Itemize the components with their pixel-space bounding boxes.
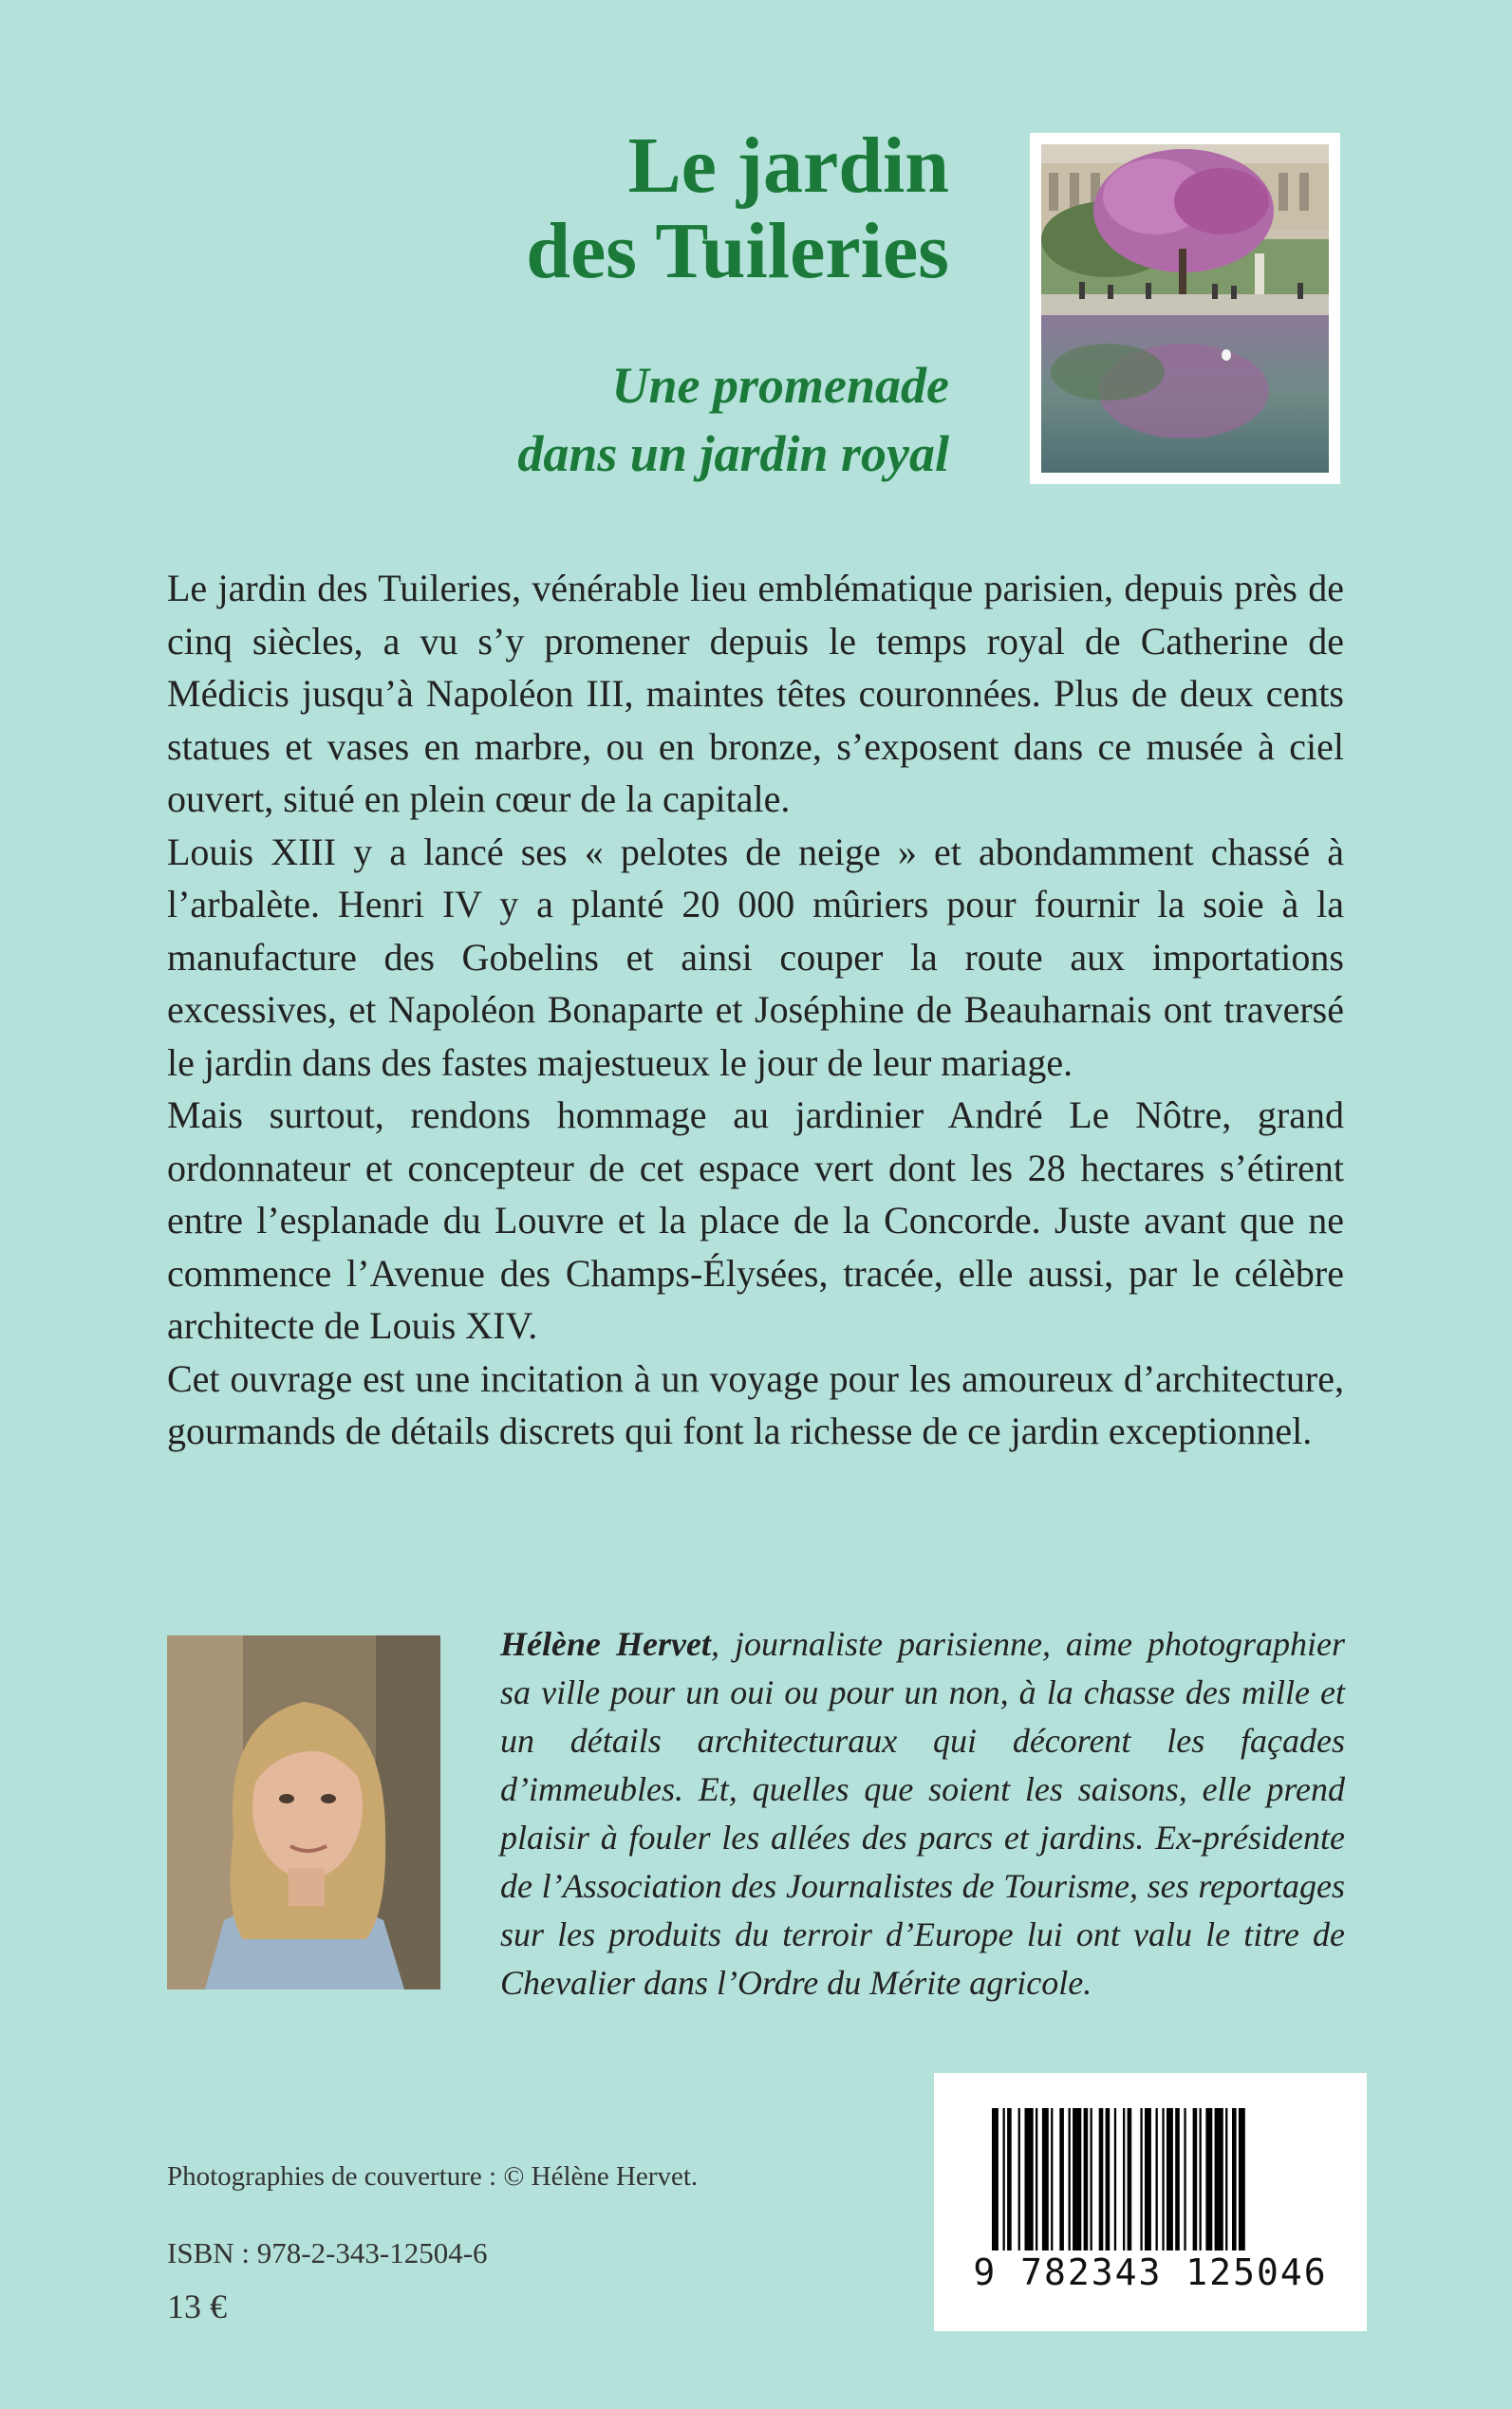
barcode-bar — [1167, 2108, 1173, 2250]
barcode-bar — [1036, 2108, 1037, 2250]
blurb-paragraph-1: Le jardin des Tuileries, vénérable lieu emblématique parisien, depuis près de cinq siècles, a vu s’y promener depuis le temps royal de Catherine de Médicis jusqu’à Napoléon III, maintes têtes couronnées. Plus de deux cents statues et vases en marbre, ou en bronze, s’exposent dans ce musée à ciel ouvert, situé en plein cœur de la capitale. — [167, 567, 1344, 820]
barcode-bar — [1084, 2108, 1089, 2250]
author-bio-text: , journaliste parisienne, aime photographier sa ville pour un oui ou pour un non, à la chasse des mille et un détails architecturaux qui décorent les façades d’immeubles. Et, quelles que soient les saisons, elle prend plaisir à fouler les allées des parcs et jardins. Ex-présidente de l’Association des Journalistes de Tourisme, ses reportages sur les produits du terroir d’Europe lui ont valu le titre de Chevalier dans l’Ordre du Mérite agricole. — [500, 1625, 1345, 2002]
barcode-bar — [1007, 2108, 1012, 2250]
barcode-bar — [1239, 2108, 1245, 2250]
barcode-bar — [1215, 2108, 1223, 2250]
cover-photo — [1030, 133, 1340, 484]
barcode-bar — [1193, 2108, 1198, 2250]
barcode-bar — [1205, 2108, 1212, 2250]
barcode-bar — [1225, 2108, 1227, 2250]
blurb-paragraph-2: Louis XIII y a lancé ses « pelotes de neige » et abondamment chassé à l’arbalète. Henri IV y a planté 20 000 mûriers pour fournir la soie à la manufacture des Gobelins et ainsi couper la route aux importations excessives, et Napoléon Bonaparte et Joséphine de Beauharnais ont traversé le jardin dans des fastes majestueux le jour de leur mariage. — [167, 830, 1344, 1084]
barcode-bar — [1184, 2108, 1185, 2250]
barcode-digits: 9 782343 125046 — [973, 2251, 1328, 2293]
blurb-paragraph-4: Cet ouvrage est une incitation à un voyage pour les amoureux d’architecture, gourmands de détails discrets qui font la richesse de ce jardin exceptionnel. — [167, 1356, 1344, 1452]
title-line-1: Le jardin — [627, 121, 949, 210]
barcode-bar — [1114, 2108, 1116, 2250]
author-bio — [500, 1620, 1345, 2008]
author-portrait-illustration — [167, 1635, 440, 1989]
barcode-bar — [1140, 2108, 1142, 2250]
back-cover-blurb — [167, 562, 1344, 1458]
barcode-bar — [1042, 2108, 1049, 2250]
barcode-bar — [1051, 2108, 1053, 2250]
subtitle-line-1: Une promenade — [611, 357, 949, 414]
book-title — [526, 123, 949, 294]
barcode-bar — [1069, 2108, 1071, 2250]
barcode-bar — [1232, 2108, 1237, 2250]
barcode-bar — [1073, 2108, 1081, 2250]
barcode — [934, 2073, 1367, 2331]
isbn: ISBN : 978-2-343-12504-6 — [167, 2236, 488, 2269]
blurb-paragraph-3: Mais surtout, rendons hommage au jardinier André Le Nôtre, grand ordonnateur et concepteur de cet espace vert dont les 28 hectares s’étirent entre l’esplanade du Louvre et la place de la Concorde. Juste avant que ne commence l’Avenue des Champs-Élysées, tracée, elle aussi, par le célèbre architecte de Louis XIV. — [167, 1093, 1344, 1347]
barcode-bar — [1128, 2108, 1132, 2250]
barcode-bar — [1123, 2108, 1125, 2250]
title-line-2: des Tuileries — [526, 207, 949, 295]
barcode-bar — [1018, 2108, 1020, 2250]
barcode-bar — [1145, 2108, 1151, 2250]
author-name: Hélène Hervet — [500, 1625, 711, 1663]
photo-credits: Photographies de couverture : © Hélène Hervet. — [167, 2161, 699, 2192]
barcode-bar — [1200, 2108, 1202, 2250]
author-photo — [167, 1635, 440, 1989]
barcode-bar — [992, 2108, 999, 2250]
price: 13 € — [167, 2288, 227, 2325]
barcode-bar — [1162, 2108, 1164, 2250]
barcode-bars — [992, 2108, 1309, 2250]
barcode-bar — [1106, 2108, 1111, 2250]
barcode-bar — [1156, 2108, 1158, 2250]
barcode-bar — [1059, 2108, 1064, 2250]
barcode-bar — [1003, 2108, 1005, 2250]
barcode-bar — [1091, 2108, 1092, 2250]
book-subtitle — [517, 351, 949, 488]
garden-photo-illustration — [1041, 144, 1329, 473]
barcode-bar — [1099, 2108, 1104, 2250]
barcode-bar — [1025, 2108, 1034, 2250]
subtitle-line-2: dans un jardin royal — [517, 425, 949, 482]
barcode-bar — [1175, 2108, 1180, 2250]
